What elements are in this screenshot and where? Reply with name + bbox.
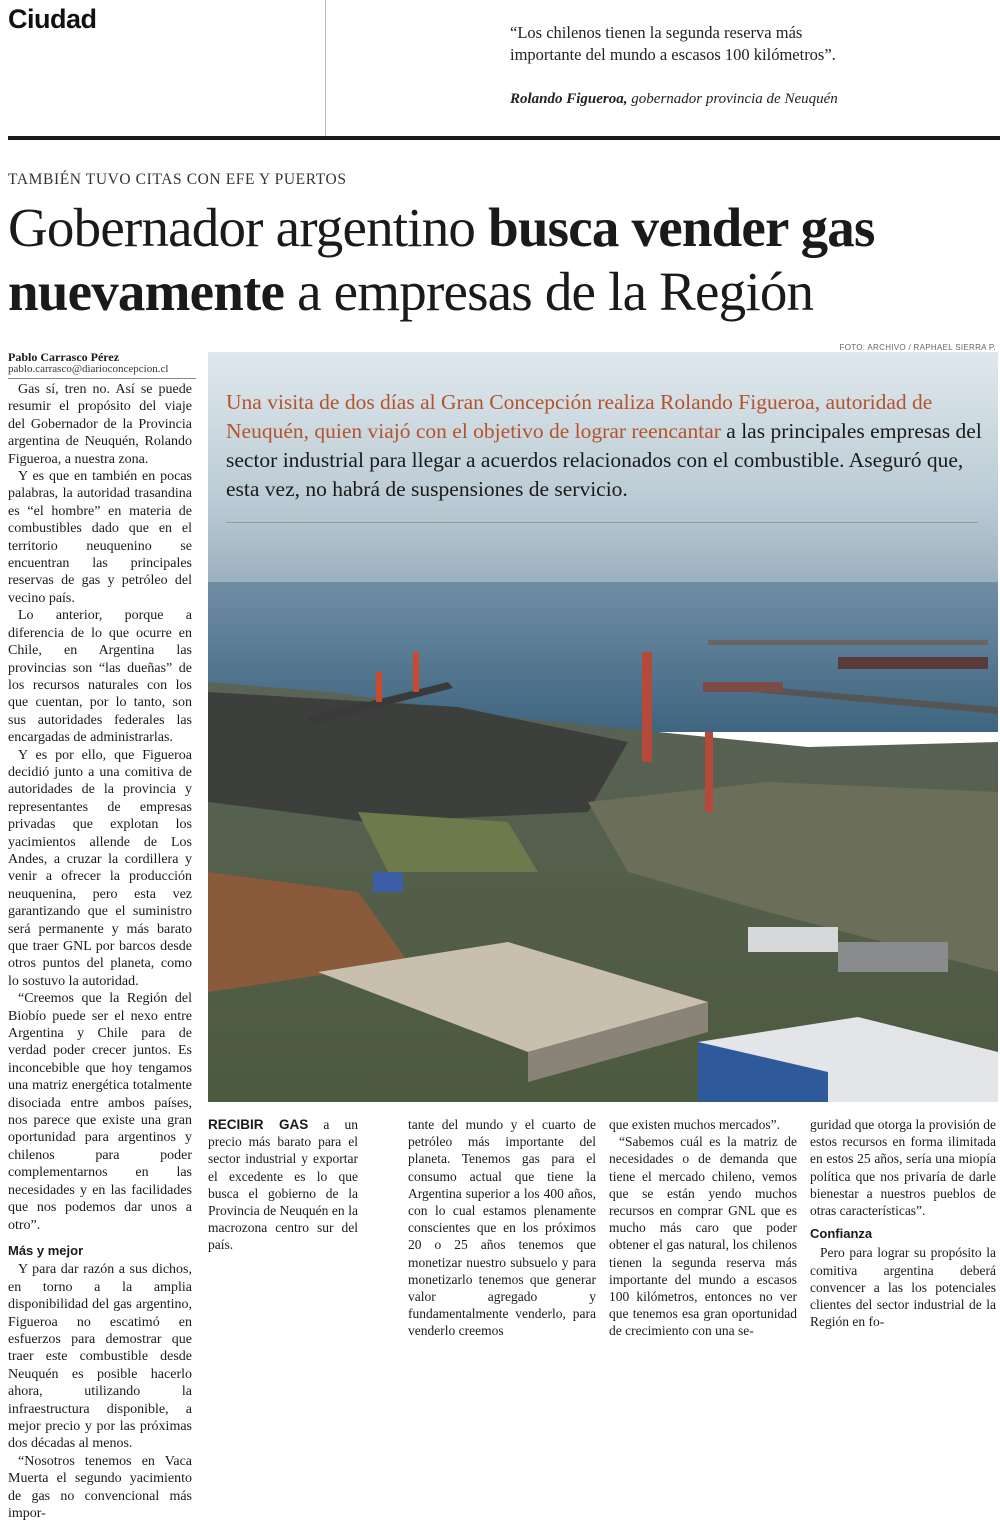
lead-rest: a las principales empresas del sector industrial para llegar a acuerdos relacionados con el combustible. Aseguró que, esta vez, no habrá de suspensiones de servicio. (226, 419, 982, 501)
paragraph: guridad que otorga la provisión de estos recursos en forma ilimitada en estos 25 años, sería una miopía política que nos privaría de darle bienestar a nuestros pueblos de otras características”. (810, 1117, 996, 1219)
kicker: TAMBIÉN TUVO CITAS CON EFE Y PUERTOS (8, 171, 347, 188)
quote-author-name: Rolando Figueroa, (510, 91, 628, 107)
header-quote: “Los chilenos tienen la segunda reserva más importante del mundo a escasos 100 kilómetros”. (510, 23, 836, 64)
headline (8, 196, 1000, 324)
paragraph: tante del mundo y el cuarto de petróleo más importante del planeta. Tenemos gas para el consumo actual que tiene la Argentina superior a los 400 años, con lo cual estamos plenamente conscientes que en los próximos 20 o 25 años tenemos que monetizar nuestro subsuelo y para monetizarlo tenemos que generar valor agregado y fundamentalmente venderlo, para venderlo creemos (408, 1117, 596, 1339)
caption-body: a un precio más barato para el sector industrial y exportar el excedente es lo que busca el gobierno de la Provincia de Neuquén en la macrozona centro sur del país. (208, 1117, 358, 1253)
headline-part-3: a empresas de la Región (284, 261, 814, 322)
byline-email: pablo.carrasco@diarioconcepcion.cl (8, 363, 169, 375)
subheading: Confianza (810, 1226, 873, 1242)
headline-part-2: busca vender gas nuevamente (8, 197, 875, 322)
headline-part-1: Gobernador argentino (8, 197, 489, 258)
paragraph: que existen muchos mercados”. (609, 1117, 780, 1132)
article-column-4 (609, 1116, 797, 1339)
header-divider (325, 0, 326, 136)
caption-cap: RECIBIR GAS (208, 1117, 309, 1132)
section-title: Ciudad (8, 4, 97, 34)
photo-credit: FOTO: ARCHIVO / RAPHAEL SIERRA P. (839, 343, 996, 352)
article-column-1 (8, 381, 192, 1521)
lead-paragraph (226, 388, 982, 504)
byline-name: Pablo Carrasco Pérez (8, 350, 120, 364)
lead-rule (226, 522, 978, 523)
quote-author (510, 91, 930, 108)
paragraph: “Creemos que la Región del Biobío puede ser el nexo entre Argentina y Chile para de verdad poder crecer juntos. Es inconcebible que hoy tengamos una matriz energética totalmente disociada entre ambos países, nos parece que existe una gran oportunidad para argentinos y chilenos para poder complementarnos en las necesidades y en las facilidades que nos podemos dar unos a otro”. (8, 991, 192, 1233)
paragraph: Lo anterior, porque a diferencia de lo que ocurre en Chile, en Argentina las provincias son “las dueñas” de los recursos naturales con los que cuentan, por lo tanto, son sus autoridades federales las encargadas de administrarlas. (8, 608, 192, 746)
article-column-5 (810, 1116, 996, 1330)
paragraph: Pero para lograr su propósito la comitiva argentina deberá convencer a las los potenciales clientes del sector industrial de la Región en fo- (810, 1245, 996, 1330)
caption-text (208, 1116, 358, 1254)
paragraph: Y es por ello, que Figueroa decidió junto a una comitiva de autoridades de la provincia y representantes de empresas privadas que explotan los yacimientos allende de Los Andes, a cruzar la cordillera y venir a ofrecer la producción neuquenina, pero esta vez garantizando que el suministro será permanente y más barato que traer GNL por barcos desde otros puntos del planeta, como lo sostuvo la autoridad. (8, 747, 192, 989)
article-column-3 (408, 1116, 596, 1339)
paragraph: Gas sí, tren no. Así se puede resumir el propósito del viaje del Gobernador de la Provincia argentina de Neuquén, Rolando Figueroa, a nuestra zona. (8, 382, 192, 467)
paragraph: Y para dar razón a sus dichos, en torno a la amplia disponibilidad del gas argentino, Figueroa no escatimó en esfuerzos para demostrar que traer este combustible desde Neuquén es posible hacerlo ahora, utilizando la infraestructura disponible, a mejor precio y por las próximas dos décadas al menos. (8, 1262, 192, 1452)
paragraph: Y es que en también en pocas palabras, la autoridad trasandina es “el hombre” en materia de combustibles dado que en el territorio neuquenino se encuentran las principales reservas de gas y petróleo del vecino país. (8, 469, 192, 606)
paragraph: “Sabemos cuál es la matriz de necesidades o de demanda que tiene el mercado chileno, vemos que se están yendo muchos recursos en comprar GNL que es mucho más caro que poder obtener el gas natural, los chilenos tienen la segunda reserva más importante del mundo a escasos 100 kilómetros, entonces no ver que tenemos esa gran oportunidad de crecimiento con una se- (609, 1134, 797, 1339)
header-rule (8, 136, 1000, 140)
byline-rule (8, 378, 196, 379)
paragraph: “Nosotros tenemos en Vaca Muerta el segundo yacimiento de gas no convencional más impor- (8, 1453, 192, 1521)
subheading: Más y mejor (8, 1242, 84, 1258)
quote-author-role: gobernador provincia de Neuquén (627, 91, 838, 107)
photo-caption (208, 1116, 358, 1254)
lead-highlight: Una visita de dos días al Gran Concepción realiza Rolando Figueroa, autoridad de Neuquén, quien viajó con el objetivo de lograr reencantar (226, 390, 933, 443)
